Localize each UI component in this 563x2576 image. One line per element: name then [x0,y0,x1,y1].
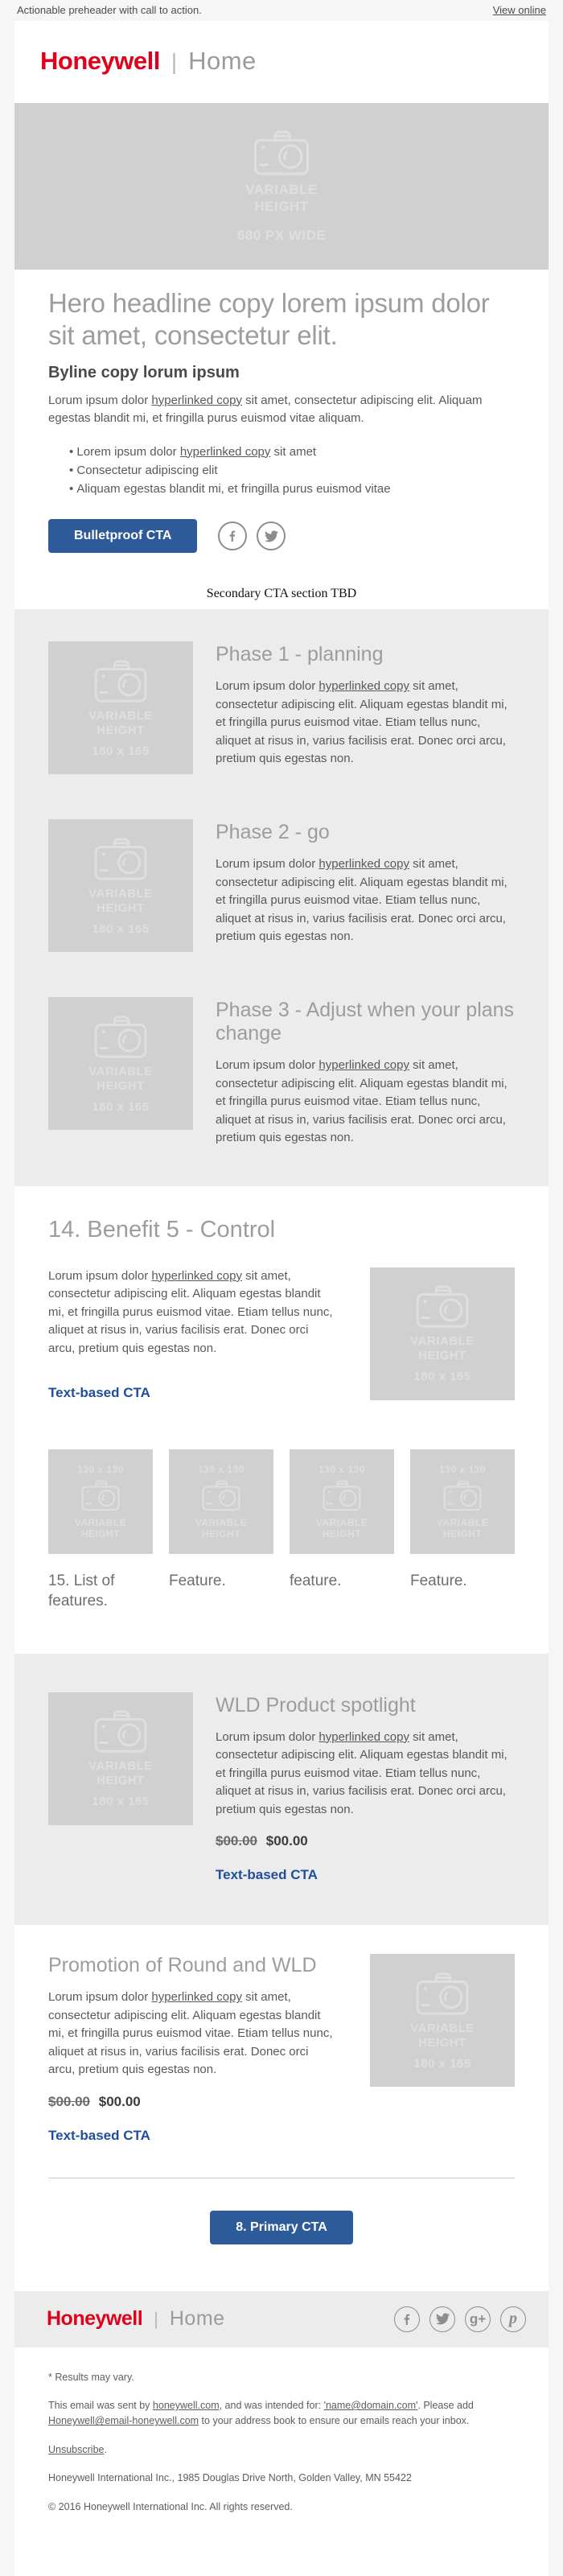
spotlight-image-placeholder [48,1692,193,1825]
body-text: Lorum ipsum dolor [216,679,319,694]
benefit-title: 14. Benefit 5 - Control [48,1216,276,1243]
secondary-cta-note: Secondary CTA section TBD [14,585,549,609]
copyright-line: © 2016 Honeywell International Inc. All rights reserved. [48,2500,293,2512]
placeholder-label: VARIABLE [410,2021,475,2035]
placeholder-label: VARIABLE [88,708,153,723]
feature-1-image-placeholder [48,1449,153,1554]
phase-2-title: Phase 2 - go [216,821,330,844]
body-text: Lorum ipsum dolor [48,1990,152,2005]
pinterest-icon[interactable]: p [500,2306,526,2332]
camera-icon [91,657,150,704]
placeholder-label: HEIGHT [201,1528,241,1540]
hyperlink[interactable]: hyperlinked copy [151,1990,242,2005]
logo-separator: | [154,2309,158,2330]
placeholder-label: VARIABLE [410,1334,475,1349]
results-disclaimer: * Results may vary. [48,2371,134,2383]
placeholder-label: HEIGHT [418,1349,466,1363]
placeholder-label: VARIABLE [245,182,318,198]
logo-separator: | [171,49,178,74]
body-text: Lorem ipsum dolor [76,444,180,459]
bullet-item [69,443,515,461]
primary-cta-button[interactable]: 8. Primary CTA [210,2211,353,2244]
placeholder-label: VARIABLE [315,1517,368,1529]
facebook-icon[interactable] [218,521,247,550]
camera-icon [91,835,150,882]
hyperlink[interactable]: hyperlinked copy [151,393,242,407]
hyperlink[interactable]: hyperlinked copy [318,857,409,872]
promo-row [48,1954,515,2144]
hero-headline: Hero headline copy lorem ipsum dolor sit amet, consectetur elit. [48,288,490,351]
placeholder-label: VARIABLE [88,886,153,901]
camera-icon [91,1013,150,1060]
hyperlink[interactable]: hyperlinked copy [318,1729,409,1744]
camera-icon [413,1970,472,2017]
twitter-icon[interactable] [429,2306,455,2332]
feature-thumbnails [48,1449,515,1554]
hero-copy-section [14,270,549,585]
honeywell-wordmark: Honeywell [47,2307,143,2331]
feature-1-caption: 15. List of features. [48,1572,115,1609]
spotlight-title: WLD Product spotlight [216,1693,416,1717]
benefit-row [48,1267,515,1402]
placeholder-label: HEIGHT [80,1528,121,1540]
promo-price [48,2094,334,2110]
phase-2-row [48,819,515,952]
postal-address: Honeywell International Inc., 1985 Douglas Drive North, Golden Valley, MN 55422 [48,2472,412,2484]
hyperlink[interactable]: hyperlinked copy [318,1058,409,1073]
benefit-section [14,1186,549,1654]
body-text: sit amet, consectetur adipiscing elit. Aliquam egestas blandit mi, et fringilla purus euismod vitae. Etiam tellus nunc, aliquet at risus in, varius facilisis erat. Donec orci arcu, pretium quis egestas non. [216,857,508,944]
phase-1-row [48,641,515,774]
hero-social-icons [218,521,286,550]
phase-2-image-placeholder [48,819,193,952]
placeholder-size-label: 180 x 165 [92,744,150,758]
email-body [14,21,549,2576]
wld-spotlight-section [14,1654,549,1926]
placeholder-label: HEIGHT [254,198,309,214]
camera-icon [199,1478,243,1512]
bulletproof-cta-button[interactable]: Bulletproof CTA [48,519,197,553]
preheader-text: Actionable preheader with call to action. [17,4,202,16]
body-text: Lorum ipsum dolor [216,857,319,872]
phase-3-image-placeholder [48,997,193,1130]
placeholder-size-label: 130 x 130 [439,1463,486,1475]
sender-email-link[interactable]: Honeywell@email-honeywell.com [48,2415,199,2427]
honeywell-com-link[interactable]: honeywell.com [152,2400,220,2411]
hero-byline: Byline copy lorum ipsum [48,363,240,381]
placeholder-label: VARIABLE [88,1064,153,1078]
promo-title: Promotion of Round and WLD [48,1954,317,1977]
feature-2-caption: Feature. [169,1572,226,1590]
placeholder-size-label: 130 x 130 [198,1463,245,1475]
camera-icon [413,1283,472,1329]
honeywell-wordmark: Honeywell [40,47,160,75]
placeholder-size-label: 180 x 165 [413,2056,471,2071]
body-text: to your address book to ensure our emails reach your inbox. [199,2415,470,2427]
new-price: $00.00 [265,1833,308,1849]
placeholder-label: HEIGHT [418,2035,466,2050]
honeywell-home-logo [40,47,549,76]
placeholder-label: VARIABLE [88,1759,153,1774]
hero-cta-row [48,519,515,585]
promo-section [14,1925,549,2178]
phase-2-body [216,855,515,946]
placeholder-size-label: 130 x 130 [77,1463,124,1475]
old-price: $00.00 [48,2093,90,2109]
camera-icon [91,1708,150,1754]
body-text: Lorum ipsum dolor [216,1058,319,1073]
hero-body [48,392,515,428]
placeholder-label: HEIGHT [322,1528,362,1540]
feature-captions [48,1572,515,1653]
placeholder-size-label: 130 x 130 [318,1463,365,1475]
placeholder-label: VARIABLE [195,1517,248,1529]
hyperlink[interactable]: hyperlinked copy [318,679,409,694]
home-wordmark: Home [188,47,257,75]
body-text: sit amet, consectetur adipiscing elit. Aliquam egestas blandit mi, et fringilla purus euismod vitae. Etiam tellus nunc, aliquet at risus in, varius facilisis erat. Donec orci arcu, pretium quis egestas non. [48,1268,333,1355]
email-header [14,21,549,103]
placeholder-label: HEIGHT [442,1528,483,1540]
phase-3-body [216,1057,515,1148]
phase-1-title: Phase 1 - planning [216,643,384,666]
benefit-image-placeholder [370,1267,515,1400]
sent-by-line [48,2398,515,2430]
camera-icon [250,128,313,177]
footer-fine-print [14,2347,549,2576]
phase-1-body [216,678,515,769]
body-text: sit amet, consectetur adipiscing elit. Aliquam egestas blandit mi, et fringilla purus euismod vitae. Etiam tellus nunc, aliquet at risus in, varius facilisis erat. Donec orci arcu, pretium quis egestas non. [48,1990,333,2077]
body-text: , and was intended for: [219,2400,324,2411]
promo-text-cta[interactable]: Text-based CTA [48,2127,150,2143]
hero-bullet-list [48,443,515,499]
feature-3-caption: feature. [290,1572,342,1590]
unsubscribe-line [48,2442,515,2458]
footer-bar [14,2291,549,2347]
benefit-text-cta[interactable]: Text-based CTA [48,1385,150,1401]
phase-1-image-placeholder [48,641,193,774]
placeholder-label: HEIGHT [97,901,145,915]
spotlight-text-cta[interactable]: Text-based CTA [216,1867,318,1883]
feature-4-image-placeholder [410,1449,515,1554]
new-price: $00.00 [98,2093,141,2109]
footer-honeywell-home-logo [47,2307,225,2331]
placeholder-label: HEIGHT [97,723,145,737]
placeholder-label: VARIABLE [436,1517,489,1529]
googleplus-icon[interactable]: g+ [465,2306,491,2332]
spotlight-body [216,1729,515,1820]
facebook-icon[interactable] [394,2306,420,2332]
placeholder-size-label: 180 x 165 [92,1099,150,1114]
body-text: sit amet, consectetur adipiscing elit. Aliquam egestas blandit mi, et fringilla purus euismod vitae. Etiam tellus nunc, aliquet at risus in, varius facilisis erat. Donec orci arcu, pretium quis egestas non. [216,1729,508,1816]
placeholder-label: HEIGHT [97,1078,145,1093]
view-online-link[interactable]: View online [492,4,546,16]
home-wordmark: Home [169,2307,225,2331]
hyperlink[interactable]: hyperlinked copy [179,444,271,459]
body-text: sit amet, consectetur adipiscing elit. Aliquam egestas blandit mi, et fringilla purus euismod vitae. Etiam tellus nunc, aliquet at risus in, varius facilisis erat. Donec orci arcu, pretium quis egestas non. [216,679,508,766]
promo-body [48,1989,334,2079]
camera-icon [441,1478,484,1512]
promo-image-placeholder [370,1954,515,2087]
feature-2-image-placeholder [169,1449,273,1554]
twitter-icon[interactable] [257,521,286,550]
preheader-bar [0,0,563,21]
placeholder-label: HEIGHT [97,1774,145,1788]
feature-4-caption: Feature. [410,1572,467,1590]
body-text: Lorum ipsum dolor [216,1729,319,1744]
bullet-item: • Aliquam egestas blandit mi, et fringilla purus euismod vitae [69,480,515,498]
placeholder-size-label: 180 x 165 [413,1370,471,1384]
camera-icon [320,1478,364,1512]
hyperlink[interactable]: hyperlinked copy [151,1268,242,1283]
placeholder-size-label: 680 PX WIDE [236,228,327,244]
footer-social-icons [394,2306,526,2332]
phase-3-row [48,997,515,1148]
body-text: sit amet, consectetur adipiscing elit. Aliquam egestas blandit mi, et fringilla purus euismod vitae. Etiam tellus nunc, aliquet at risus in, varius facilisis erat. Donec orci arcu, pretium quis egestas non. [216,1058,508,1145]
placeholder-size-label: 180 x 165 [92,921,150,936]
placeholder-size-label: 180 x 165 [92,1795,150,1809]
body-text: sit amet [270,444,317,459]
body-text: . [104,2443,107,2455]
body-text: This email was sent by [48,2400,153,2411]
body-text: . Please add [417,2400,474,2411]
old-price: $00.00 [216,1833,257,1849]
body-text: Lorum ipsum dolor [48,393,152,407]
camera-icon [79,1478,122,1512]
feature-3-image-placeholder [290,1449,394,1554]
primary-cta-section [14,2178,549,2291]
body-text: Lorum ipsum dolor [48,1268,152,1283]
spotlight-price [216,1833,515,1849]
phases-section [14,609,549,1186]
hero-image-placeholder [14,103,549,270]
placeholder-label: VARIABLE [74,1517,127,1529]
phase-3-title: Phase 3 - Adjust when your plans change [216,999,515,1045]
unsubscribe-link[interactable]: Unsubscribe [48,2443,105,2455]
benefit-body [48,1267,334,1358]
bullet-item: • Consectetur adipiscing elit [69,461,515,480]
body-text: sit amet, consectetur adipiscing elit. Aliquam egestas blandit mi, et fringilla purus euismod vitae aliquam. [48,393,483,425]
recipient-email-link[interactable]: 'name@domain.com' [323,2400,418,2411]
